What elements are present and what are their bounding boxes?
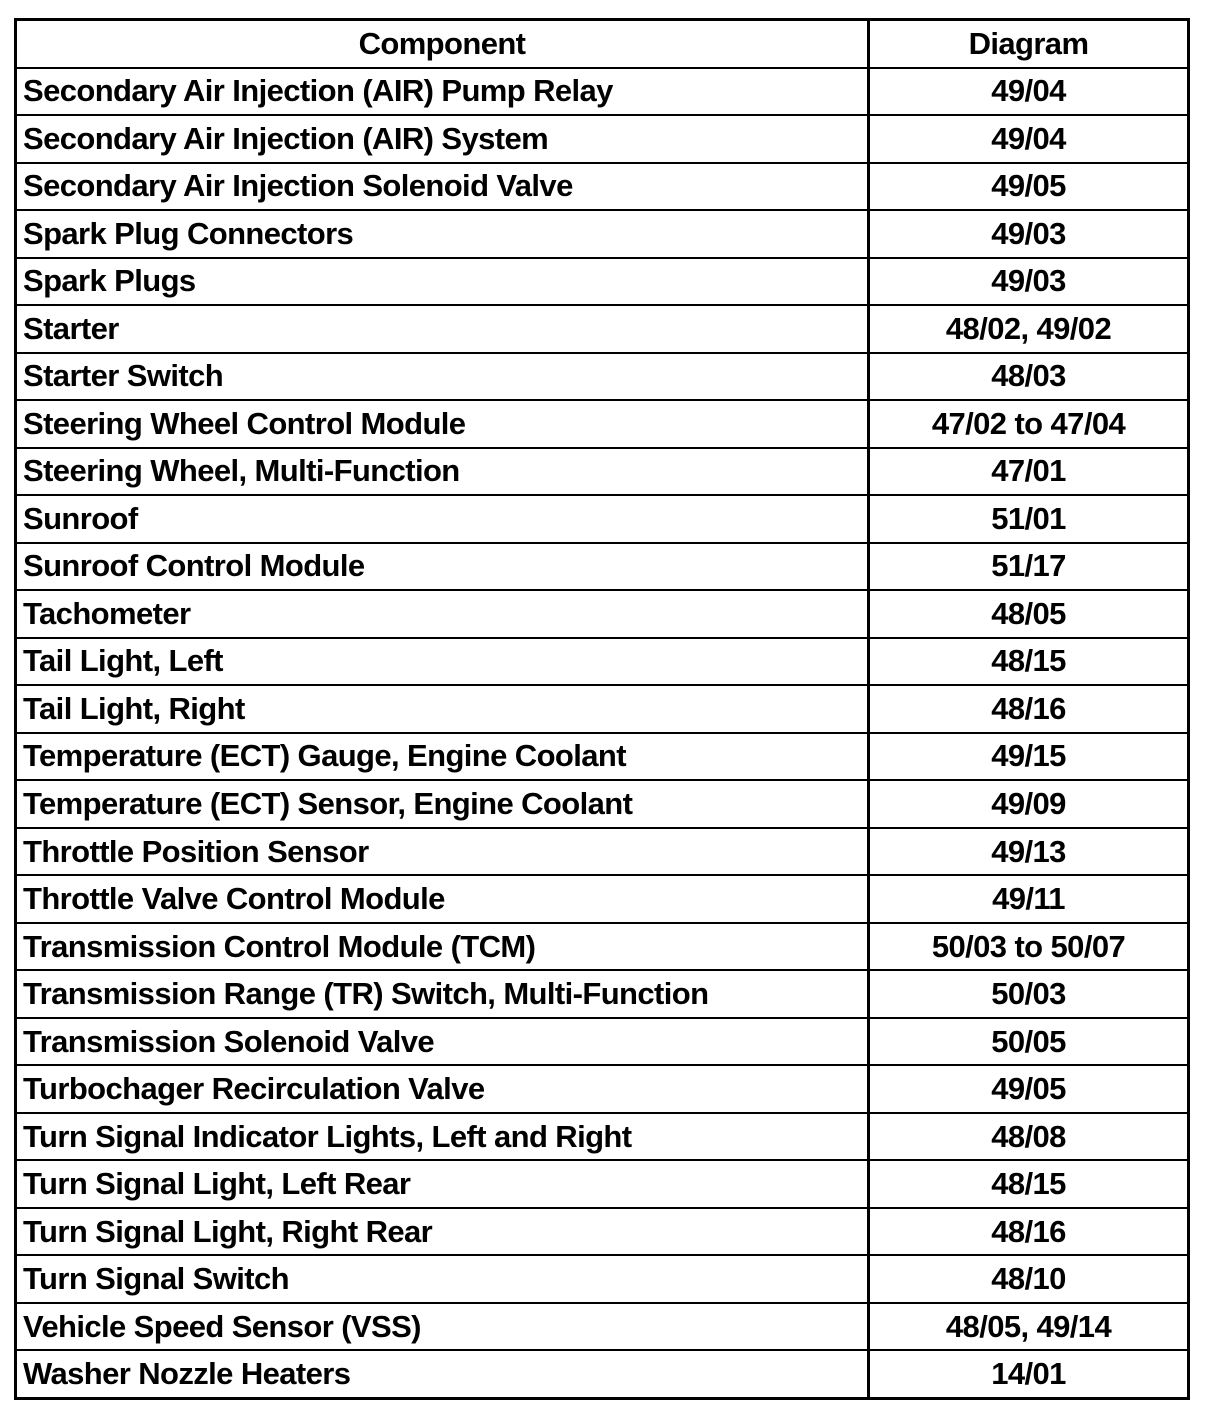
table-row — [17, 401, 1187, 449]
component-cell: Tail Light, Right — [17, 686, 870, 732]
diagram-cell: 48/15 — [991, 643, 1066, 679]
component-cell: Secondary Air Injection (AIR) Pump Relay — [17, 69, 870, 115]
component-cell: Spark Plugs — [17, 259, 870, 305]
component-cell: Steering Wheel Control Module — [17, 401, 870, 447]
component-cell: Sunroof — [17, 496, 870, 542]
diagram-cell: 49/15 — [991, 738, 1066, 774]
diagram-cell: 48/16 — [991, 1213, 1066, 1249]
diagram-cell: 50/03 to 50/07 — [931, 928, 1126, 964]
component-cell: Tachometer — [17, 591, 870, 637]
diagram-cell: 48/02, 49/02 — [945, 310, 1112, 346]
table-row — [17, 116, 1187, 164]
component-cell: Turn Signal Switch — [17, 1256, 870, 1302]
component-cell: Temperature (ECT) Gauge, Engine Coolant — [17, 734, 870, 780]
diagram-cell: 49/13 — [991, 833, 1066, 869]
component-cell: Turn Signal Light, Left Rear — [17, 1161, 870, 1207]
header-diagram: Diagram — [968, 25, 1089, 61]
table-row — [17, 449, 1187, 497]
table-row — [17, 164, 1187, 212]
component-cell: Transmission Range (TR) Switch, Multi-Function — [17, 971, 870, 1017]
diagram-cell: 49/03 — [991, 215, 1066, 251]
table-row — [17, 781, 1187, 829]
table-row — [17, 1351, 1187, 1397]
table-row — [17, 1066, 1187, 1114]
table-row — [17, 971, 1187, 1019]
diagram-cell: 48/08 — [991, 1118, 1066, 1154]
table-row — [17, 1304, 1187, 1352]
table-row — [17, 1209, 1187, 1257]
diagram-cell: 48/10 — [991, 1261, 1066, 1297]
diagram-cell: 49/11 — [992, 881, 1065, 917]
table-row — [17, 211, 1187, 259]
component-cell: Tail Light, Left — [17, 639, 870, 685]
diagram-cell: 51/01 — [991, 500, 1066, 536]
diagram-cell: 49/05 — [991, 168, 1066, 204]
component-cell: Transmission Solenoid Valve — [17, 1019, 870, 1065]
diagram-cell: 48/05 — [991, 595, 1066, 631]
diagram-cell: 48/15 — [991, 1166, 1066, 1202]
table-row — [17, 496, 1187, 544]
table-row — [17, 639, 1187, 687]
diagram-cell: 50/03 — [991, 976, 1066, 1012]
diagram-cell: 48/03 — [991, 358, 1066, 394]
diagram-cell: 48/05, 49/14 — [945, 1308, 1112, 1344]
diagram-cell: 47/01 — [991, 453, 1066, 489]
component-cell: Throttle Valve Control Module — [17, 876, 870, 922]
component-cell: Vehicle Speed Sensor (VSS) — [17, 1304, 870, 1350]
component-cell: Throttle Position Sensor — [17, 829, 870, 875]
table-row — [17, 591, 1187, 639]
component-cell: Transmission Control Module (TCM) — [17, 924, 870, 970]
diagram-cell: 49/04 — [991, 120, 1066, 156]
diagram-cell: 49/04 — [991, 73, 1066, 109]
table-row — [17, 924, 1187, 972]
table-row — [17, 734, 1187, 782]
component-cell: Turn Signal Light, Right Rear — [17, 1209, 870, 1255]
table-row — [17, 306, 1187, 354]
component-cell: Starter Switch — [17, 354, 870, 400]
component-cell: Temperature (ECT) Sensor, Engine Coolant — [17, 781, 870, 827]
table-row — [17, 259, 1187, 307]
table-row — [17, 876, 1187, 924]
header-component: Component — [17, 21, 870, 67]
diagram-cell: 50/05 — [991, 1023, 1066, 1059]
table-row — [17, 544, 1187, 592]
table-row — [17, 1161, 1187, 1209]
diagram-cell: 49/03 — [991, 263, 1066, 299]
component-cell: Starter — [17, 306, 870, 352]
component-cell: Sunroof Control Module — [17, 544, 870, 590]
table-row — [17, 1114, 1187, 1162]
component-cell: Secondary Air Injection Solenoid Valve — [17, 164, 870, 210]
table-header-row — [17, 21, 1187, 69]
component-cell: Turbochager Recirculation Valve — [17, 1066, 870, 1112]
component-diagram-table — [14, 18, 1190, 1400]
table-row — [17, 1019, 1187, 1067]
table-row — [17, 829, 1187, 877]
component-cell: Steering Wheel, Multi-Function — [17, 449, 870, 495]
diagram-cell: 49/09 — [991, 786, 1066, 821]
component-cell: Spark Plug Connectors — [17, 211, 870, 257]
diagram-cell: 48/16 — [991, 690, 1066, 726]
table-row — [17, 69, 1187, 117]
component-cell: Turn Signal Indicator Lights, Left and Right — [17, 1114, 870, 1160]
diagram-cell: 51/17 — [991, 548, 1066, 584]
table-row — [17, 686, 1187, 734]
diagram-cell: 49/05 — [991, 1071, 1066, 1107]
table-row — [17, 1256, 1187, 1304]
diagram-cell: 47/02 to 47/04 — [931, 405, 1126, 441]
component-cell: Secondary Air Injection (AIR) System — [17, 116, 870, 162]
diagram-cell: 14/01 — [991, 1356, 1066, 1392]
table-row — [17, 354, 1187, 402]
component-cell: Washer Nozzle Heaters — [17, 1351, 870, 1397]
